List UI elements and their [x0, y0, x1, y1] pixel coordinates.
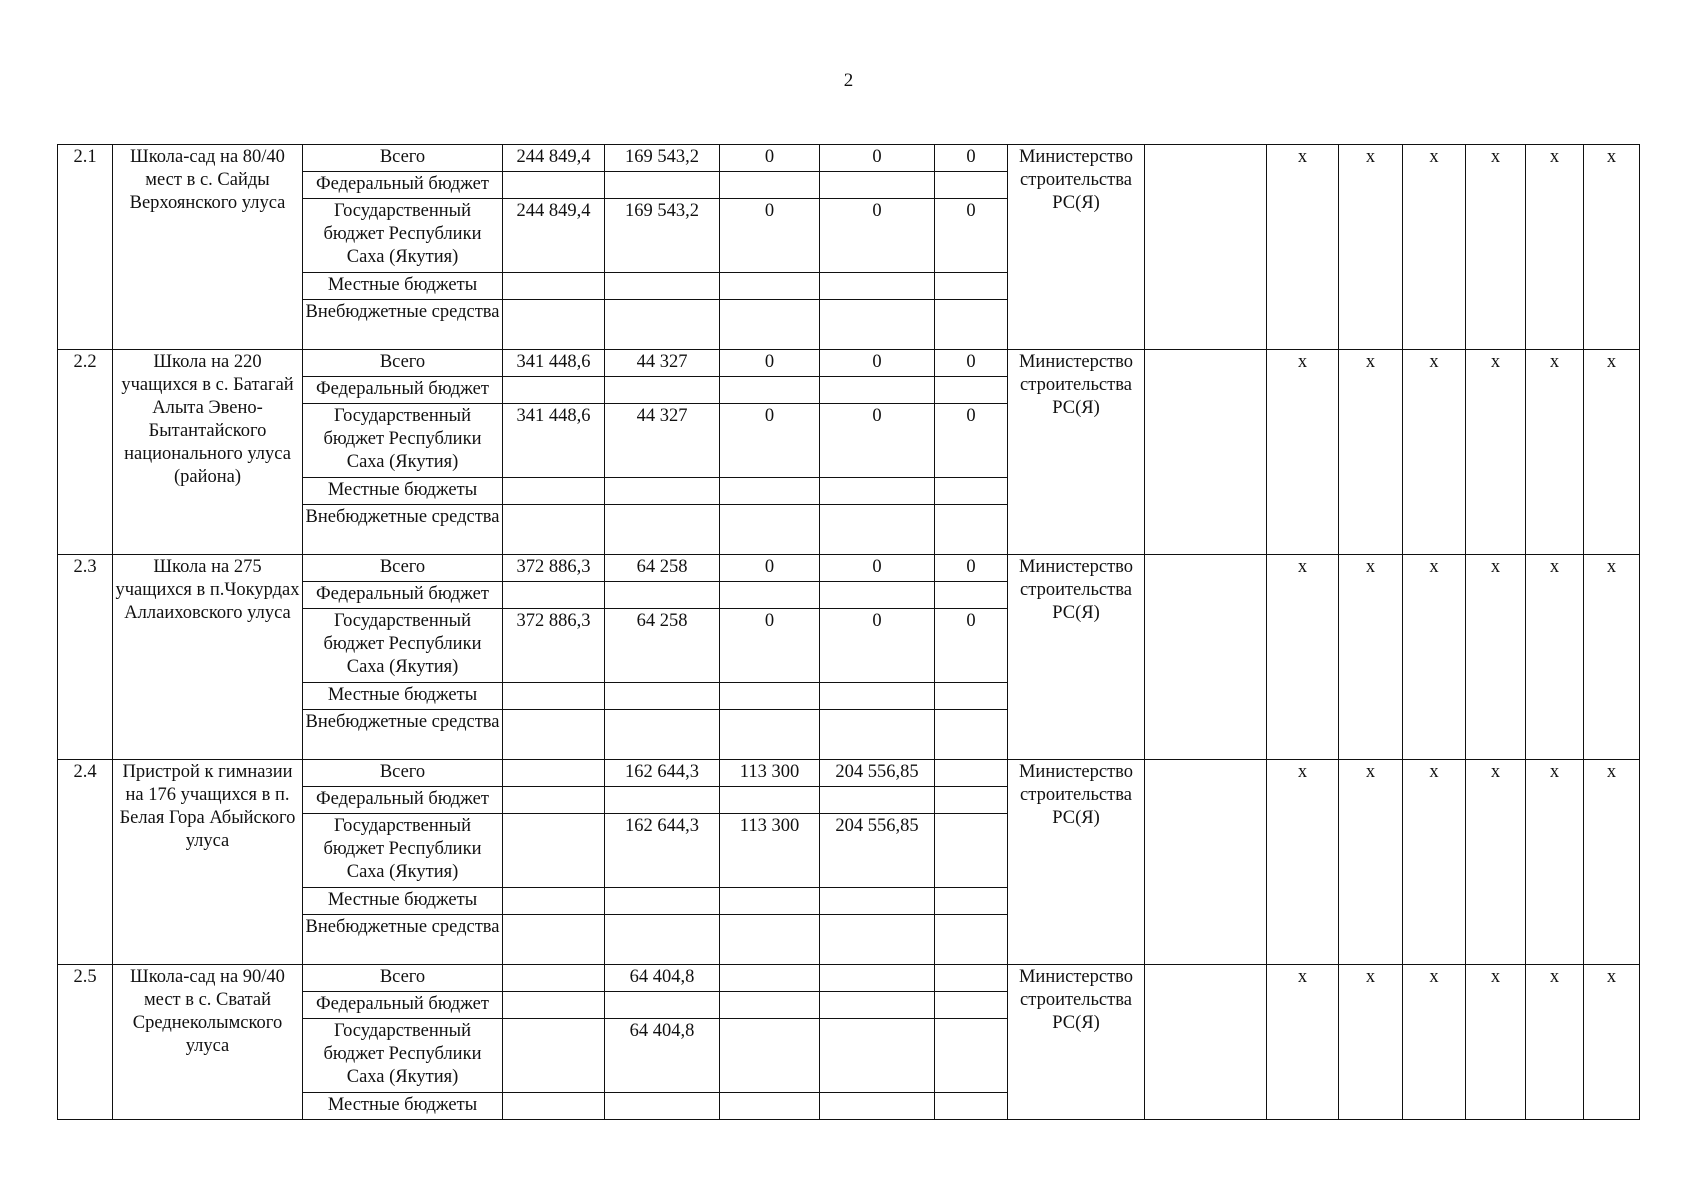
mark-cell: x: [1526, 965, 1584, 1120]
value-cell: 0: [820, 404, 935, 478]
empty-cell: [1145, 145, 1267, 350]
item-number: 2.5: [58, 965, 113, 1120]
value-cell: [503, 273, 605, 300]
value-cell: [503, 683, 605, 710]
mark-cell: x: [1403, 145, 1466, 350]
value-cell: [935, 814, 1008, 888]
mark-cell: x: [1584, 145, 1640, 350]
item-number: 2.1: [58, 145, 113, 350]
funding-table: [57, 144, 1640, 1120]
value-cell: 0: [720, 145, 820, 172]
value-cell: 372 886,3: [503, 555, 605, 582]
mark-cell: x: [1466, 145, 1526, 350]
table-row: [58, 965, 1640, 992]
funding-source: Государственный бюджет Республики Саха (Якутия): [303, 199, 503, 273]
value-cell: [935, 582, 1008, 609]
executor: Министерство строительства РС(Я): [1008, 760, 1145, 965]
mark-cell: x: [1339, 145, 1403, 350]
value-cell: [503, 478, 605, 505]
value-cell: 204 556,85: [820, 814, 935, 888]
mark-cell: x: [1403, 555, 1466, 760]
value-cell: [605, 888, 720, 915]
value-cell: [935, 377, 1008, 404]
value-cell: [720, 478, 820, 505]
value-cell: 64 404,8: [605, 965, 720, 992]
funding-source: Государственный бюджет Республики Саха (Якутия): [303, 1019, 503, 1093]
value-cell: [820, 300, 935, 350]
value-cell: [935, 1093, 1008, 1120]
value-cell: [935, 760, 1008, 787]
funding-source: Всего: [303, 965, 503, 992]
value-cell: [720, 273, 820, 300]
funding-source: Всего: [303, 555, 503, 582]
value-cell: [935, 915, 1008, 965]
mark-cell: x: [1339, 555, 1403, 760]
empty-cell: [1145, 760, 1267, 965]
value-cell: 341 448,6: [503, 404, 605, 478]
mark-cell: x: [1584, 760, 1640, 965]
funding-source: Федеральный бюджет: [303, 582, 503, 609]
mark-cell: x: [1466, 555, 1526, 760]
value-cell: 64 258: [605, 555, 720, 582]
funding-source: Всего: [303, 760, 503, 787]
mark-cell: x: [1267, 760, 1339, 965]
value-cell: 0: [935, 145, 1008, 172]
value-cell: [720, 377, 820, 404]
value-cell: 244 849,4: [503, 199, 605, 273]
mark-cell: x: [1584, 555, 1640, 760]
value-cell: [503, 300, 605, 350]
value-cell: [503, 760, 605, 787]
value-cell: [605, 377, 720, 404]
funding-source: Федеральный бюджет: [303, 172, 503, 199]
value-cell: 64 258: [605, 609, 720, 683]
executor: Министерство строительства РС(Я): [1008, 145, 1145, 350]
value-cell: 169 543,2: [605, 145, 720, 172]
mark-cell: x: [1584, 965, 1640, 1120]
value-cell: [503, 377, 605, 404]
value-cell: 162 644,3: [605, 814, 720, 888]
table-row: [58, 760, 1640, 787]
funding-source: Местные бюджеты: [303, 273, 503, 300]
value-cell: [605, 273, 720, 300]
value-cell: [720, 172, 820, 199]
mark-cell: x: [1339, 965, 1403, 1120]
item-name: Пристрой к гимназии на 176 учащихся в п. Белая Гора Абыйского улуса: [113, 760, 303, 965]
funding-source: Федеральный бюджет: [303, 377, 503, 404]
funding-source: Федеральный бюджет: [303, 787, 503, 814]
mark-cell: x: [1403, 965, 1466, 1120]
value-cell: [820, 915, 935, 965]
funding-source: Местные бюджеты: [303, 478, 503, 505]
value-cell: [503, 965, 605, 992]
value-cell: [503, 1093, 605, 1120]
value-cell: [935, 1019, 1008, 1093]
empty-cell: [1145, 350, 1267, 555]
value-cell: 244 849,4: [503, 145, 605, 172]
empty-cell: [1145, 965, 1267, 1120]
value-cell: [935, 273, 1008, 300]
value-cell: 0: [935, 404, 1008, 478]
value-cell: [605, 300, 720, 350]
item-number: 2.4: [58, 760, 113, 965]
value-cell: 0: [720, 199, 820, 273]
funding-source: Федеральный бюджет: [303, 992, 503, 1019]
value-cell: 113 300: [720, 760, 820, 787]
value-cell: [503, 915, 605, 965]
value-cell: [605, 582, 720, 609]
value-cell: [503, 814, 605, 888]
funding-source: Внебюджетные средства: [303, 915, 503, 965]
value-cell: [935, 300, 1008, 350]
value-cell: [820, 273, 935, 300]
table-row: [58, 145, 1640, 172]
value-cell: [720, 787, 820, 814]
value-cell: [605, 1093, 720, 1120]
value-cell: [935, 787, 1008, 814]
value-cell: 341 448,6: [503, 350, 605, 377]
value-cell: [503, 1019, 605, 1093]
value-cell: [605, 915, 720, 965]
value-cell: [503, 505, 605, 555]
value-cell: [935, 172, 1008, 199]
value-cell: 0: [820, 350, 935, 377]
funding-source: Государственный бюджет Республики Саха (Якутия): [303, 404, 503, 478]
value-cell: 0: [720, 555, 820, 582]
table-row: [58, 555, 1640, 582]
executor: Министерство строительства РС(Я): [1008, 350, 1145, 555]
funding-source: Всего: [303, 145, 503, 172]
page-number: 2: [843, 70, 854, 91]
value-cell: [503, 888, 605, 915]
item-name: Школа-сад на 90/40 мест в с. Сватай Среднеколымского улуса: [113, 965, 303, 1120]
value-cell: [820, 787, 935, 814]
value-cell: [720, 582, 820, 609]
value-cell: [605, 710, 720, 760]
value-cell: [820, 683, 935, 710]
mark-cell: x: [1267, 350, 1339, 555]
value-cell: [820, 582, 935, 609]
value-cell: [935, 710, 1008, 760]
funding-source: Местные бюджеты: [303, 683, 503, 710]
value-cell: [935, 478, 1008, 505]
value-cell: 0: [935, 199, 1008, 273]
value-cell: [820, 505, 935, 555]
value-cell: 113 300: [720, 814, 820, 888]
mark-cell: x: [1339, 760, 1403, 965]
mark-cell: x: [1267, 145, 1339, 350]
mark-cell: x: [1526, 555, 1584, 760]
value-cell: 0: [720, 350, 820, 377]
funding-source: Внебюджетные средства: [303, 505, 503, 555]
mark-cell: x: [1526, 145, 1584, 350]
value-cell: 44 327: [605, 404, 720, 478]
value-cell: 0: [720, 404, 820, 478]
value-cell: [720, 1019, 820, 1093]
empty-cell: [1145, 555, 1267, 760]
item-number: 2.3: [58, 555, 113, 760]
value-cell: [935, 505, 1008, 555]
funding-source: Внебюджетные средства: [303, 710, 503, 760]
value-cell: [503, 582, 605, 609]
value-cell: 0: [720, 609, 820, 683]
funding-source: Государственный бюджет Республики Саха (Якутия): [303, 814, 503, 888]
value-cell: 0: [820, 145, 935, 172]
mark-cell: x: [1526, 760, 1584, 965]
value-cell: [820, 888, 935, 915]
item-name: Школа-сад на 80/40 мест в с. Сайды Верхоянского улуса: [113, 145, 303, 350]
item-number: 2.2: [58, 350, 113, 555]
mark-cell: x: [1339, 350, 1403, 555]
value-cell: [820, 710, 935, 760]
value-cell: [720, 710, 820, 760]
value-cell: [820, 478, 935, 505]
value-cell: 0: [820, 199, 935, 273]
value-cell: [820, 965, 935, 992]
executor: Министерство строительства РС(Я): [1008, 555, 1145, 760]
value-cell: 162 644,3: [605, 760, 720, 787]
funding-source: Государственный бюджет Республики Саха (Якутия): [303, 609, 503, 683]
value-cell: [720, 992, 820, 1019]
value-cell: [820, 992, 935, 1019]
value-cell: [605, 172, 720, 199]
value-cell: 169 543,2: [605, 199, 720, 273]
item-name: Школа на 275 учащихся в п.Чокурдах Аллаиховского улуса: [113, 555, 303, 760]
value-cell: [720, 965, 820, 992]
value-cell: [820, 1093, 935, 1120]
value-cell: [503, 787, 605, 814]
mark-cell: x: [1403, 760, 1466, 965]
value-cell: 0: [820, 609, 935, 683]
value-cell: 64 404,8: [605, 1019, 720, 1093]
value-cell: [503, 992, 605, 1019]
value-cell: 0: [935, 609, 1008, 683]
value-cell: [605, 992, 720, 1019]
mark-cell: x: [1267, 555, 1339, 760]
value-cell: [605, 683, 720, 710]
mark-cell: x: [1267, 965, 1339, 1120]
value-cell: 44 327: [605, 350, 720, 377]
value-cell: [820, 172, 935, 199]
table-row: [58, 350, 1640, 377]
value-cell: [720, 1093, 820, 1120]
value-cell: [720, 300, 820, 350]
value-cell: [935, 683, 1008, 710]
mark-cell: x: [1584, 350, 1640, 555]
value-cell: [720, 683, 820, 710]
funding-source: Местные бюджеты: [303, 1093, 503, 1120]
mark-cell: x: [1403, 350, 1466, 555]
mark-cell: x: [1466, 350, 1526, 555]
value-cell: [605, 787, 720, 814]
item-name: Школа на 220 учащихся в с. Батагай Алыта Эвено-Бытантайского национального улуса (района): [113, 350, 303, 555]
value-cell: [503, 710, 605, 760]
value-cell: [935, 992, 1008, 1019]
value-cell: [720, 888, 820, 915]
value-cell: [820, 377, 935, 404]
value-cell: [605, 505, 720, 555]
value-cell: 204 556,85: [820, 760, 935, 787]
value-cell: 372 886,3: [503, 609, 605, 683]
funding-source: Внебюджетные средства: [303, 300, 503, 350]
value-cell: 0: [935, 350, 1008, 377]
value-cell: [503, 172, 605, 199]
mark-cell: x: [1466, 965, 1526, 1120]
value-cell: [605, 478, 720, 505]
value-cell: [820, 1019, 935, 1093]
value-cell: [935, 965, 1008, 992]
value-cell: [720, 915, 820, 965]
value-cell: 0: [820, 555, 935, 582]
funding-source: Местные бюджеты: [303, 888, 503, 915]
value-cell: [720, 505, 820, 555]
mark-cell: x: [1466, 760, 1526, 965]
funding-source: Всего: [303, 350, 503, 377]
value-cell: 0: [935, 555, 1008, 582]
value-cell: [935, 888, 1008, 915]
mark-cell: x: [1526, 350, 1584, 555]
executor: Министерство строительства РС(Я): [1008, 965, 1145, 1120]
